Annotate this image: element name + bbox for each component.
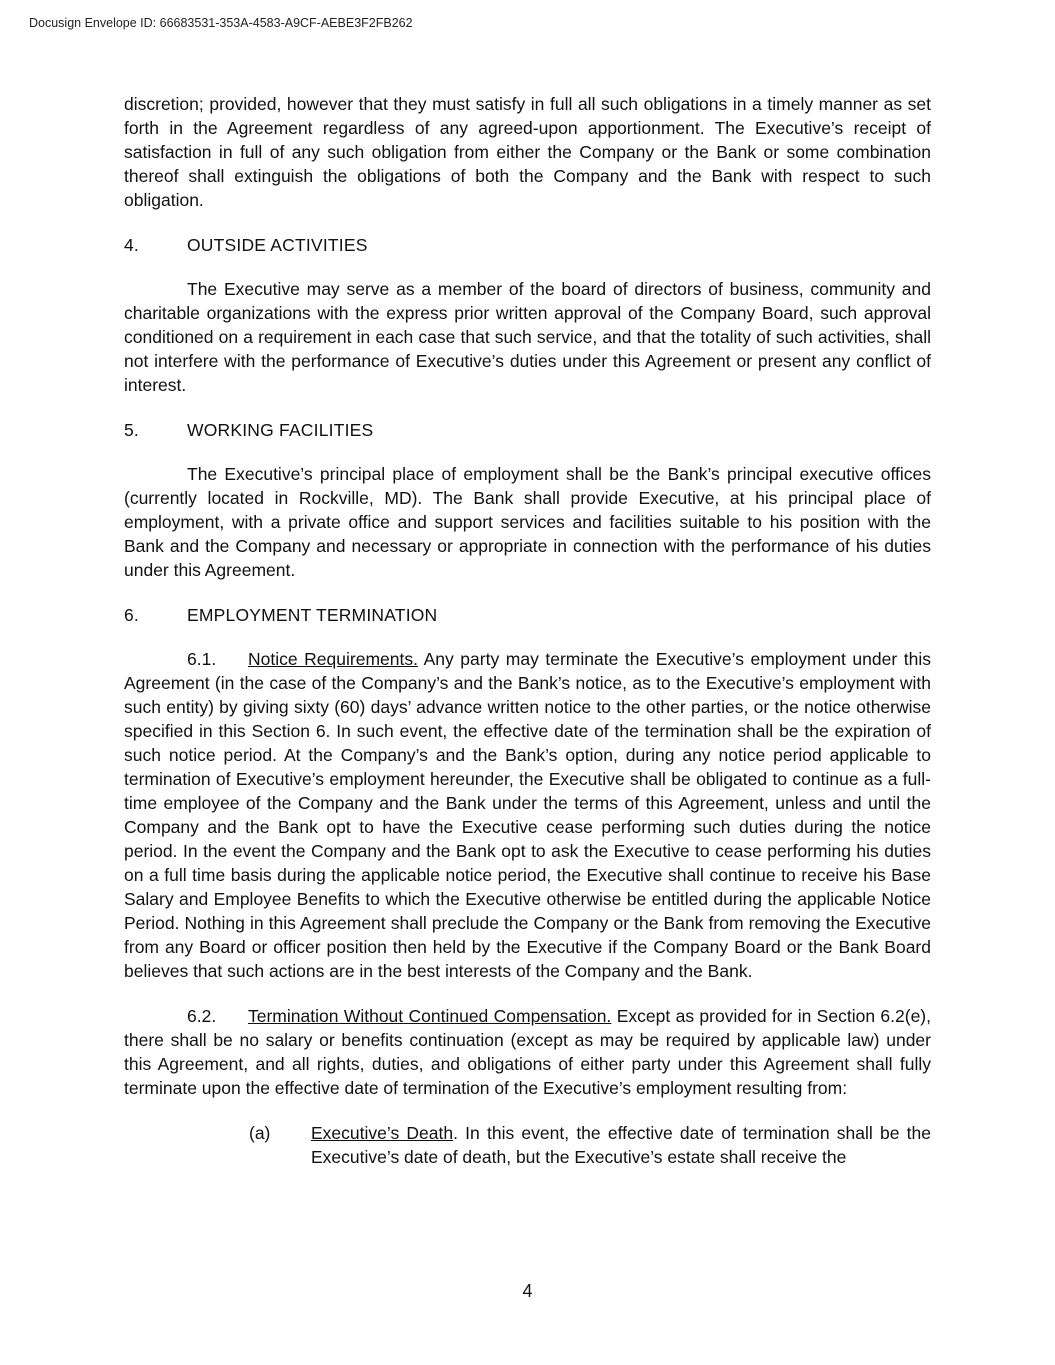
- envelope-id: Docusign Envelope ID: 66683531-353A-4583-A9CF-AEBE3F2FB262: [29, 16, 413, 30]
- section-6-1-body: Any party may terminate the Executive’s employment under this Agreement (in the case of the Company’s and the Bank’s notice, as to the Executive’s employment with such entity) by giving sixty (60) days’ advance written notice to the other parties, or the notice otherwise specified in this Section 6. In such event, the effective date of the termination shall be the expiration of such notice period. At the Company’s and the Bank’s option, during any notice period applicable to termination of Executive’s employment hereunder, the Executive shall be obligated to continue as a full-time employee of the Company and the Bank under the terms of this Agreement, unless and until the Company and the Bank opt to have the Executive cease performing such duties during the notice period. In the event the Company and the Bank opt to ask the Executive to cease performing his duties on a full time basis during the applicable notice period, the Executive shall continue to receive his Base Salary and Employee Benefits to which the Executive otherwise be entitled during the applicable Notice Period. Nothing in this Agreement shall preclude the Company or the Bank from removing the Executive from any Board or officer position then held by the Executive if the Company Board or the Bank Board believes that such actions are in the best interests of the Company and the Bank.: [124, 649, 931, 981]
- section-6-2-paragraph: [124, 1004, 931, 1100]
- section-6-heading: [124, 603, 931, 627]
- item-a-title: Executive’s Death: [311, 1123, 454, 1143]
- section-6-1-title: Notice Requirements.: [248, 649, 418, 669]
- section-5-number: 5.: [124, 420, 139, 440]
- section-6-2-body: Except as provided for in Section 6.2(e), there shall be no salary or benefits continuation (except as may be required by applicable law) under this Agreement, and all rights, duties, and obligations of either party under this Agreement shall fully terminate upon the effective date of termination of the Executive’s employment resulting from:: [124, 1006, 931, 1098]
- section-6-2-item-a: [124, 1121, 931, 1169]
- section-6-2-title: Termination Without Continued Compensation.: [248, 1006, 612, 1026]
- section-4-number: 4.: [124, 235, 139, 255]
- intro-paragraph: discretion; provided, however that they must satisfy in full all such obligations in a timely manner as set forth in the Agreement regardless of any agreed-upon apportionment. The Executive’s receipt of satisfaction in full of any such obligation from either the Company or the Bank or some combination thereof shall extinguish the obligations of both the Company and the Bank with respect to such obligation.: [124, 94, 931, 210]
- section-6-number: 6.: [124, 605, 139, 625]
- item-a-marker: (a): [249, 1123, 271, 1143]
- section-4-body: The Executive may serve as a member of the board of directors of business, community and charitable organizations with the express prior written approval of the Company Board, such approval conditioned on a requirement in each case that such service, and that the totality of such activities, shall not interfere with the performance of Executive’s duties under this Agreement or present any conflict of interest.: [124, 279, 931, 395]
- section-6-2-number: 6.2.: [187, 1006, 217, 1026]
- page-number: 4: [522, 1281, 533, 1301]
- section-4-heading: [124, 233, 931, 257]
- item-a-body: . In this event, the effective date of termination shall be the Executive’s date of death, but the Executive’s estate shall receive the: [311, 1123, 931, 1167]
- section-5-title: WORKING FACILITIES: [187, 420, 374, 440]
- section-5-body: The Executive’s principal place of employment shall be the Bank’s principal executive offices (currently located in Rockville, MD). The Bank shall provide Executive, at his principal place of employment, with a private office and support services and facilities suitable to his position with the Bank and the Company and necessary or appropriate in connection with the performance of his duties under this Agreement.: [124, 464, 931, 580]
- section-6-1-number: 6.1.: [187, 649, 217, 669]
- section-6-title: EMPLOYMENT TERMINATION: [187, 605, 438, 625]
- document-body: [124, 92, 931, 1169]
- section-6-1-paragraph: [124, 647, 931, 983]
- section-5-heading: [124, 418, 931, 442]
- section-4-title: OUTSIDE ACTIVITIES: [187, 235, 368, 255]
